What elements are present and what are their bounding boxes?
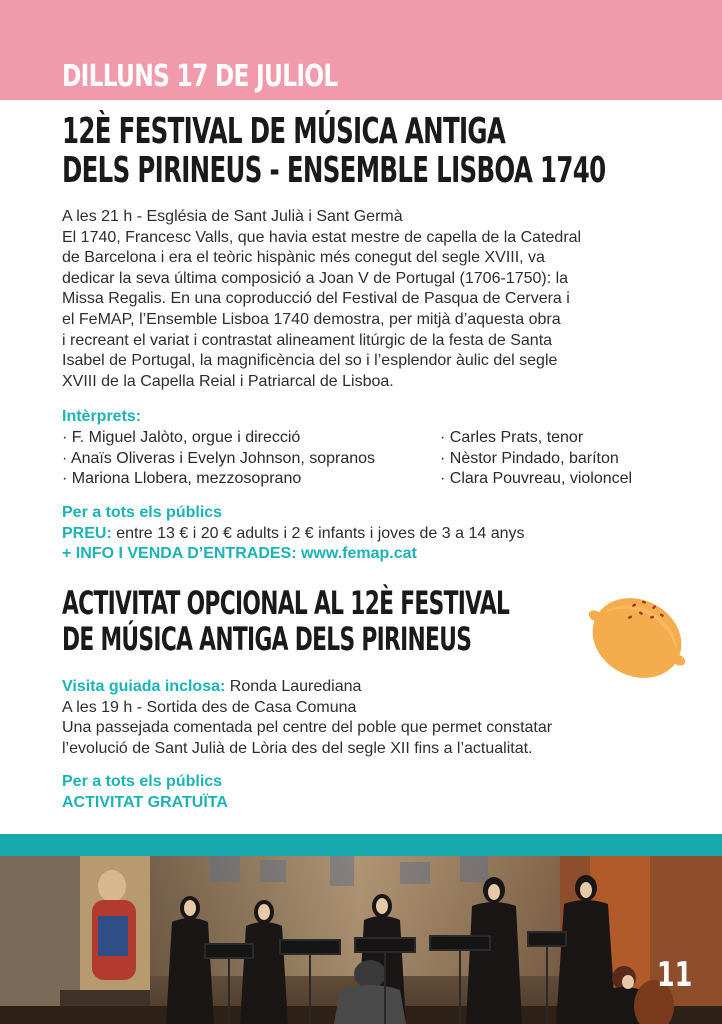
performer-item: · Nèstor Pindado, baríton <box>440 449 619 467</box>
activity-audience: Per a tots els públics <box>62 773 223 790</box>
ensemble-photo <box>0 856 722 1024</box>
price-label: PREU: <box>62 524 112 542</box>
tickets-info-link[interactable]: + INFO I VENDA D’ENTRADES: www.femap.cat <box>62 545 417 563</box>
performers-section <box>62 407 672 488</box>
description-line: El 1740, Francesc Valls, que havia estat mestre de capella de la Catedral <box>62 228 582 246</box>
description-line: de Barcelona i era el teòric hispànic més conegut del segle XVIII, va <box>62 249 545 267</box>
visit-name: Ronda Laurediana <box>225 678 362 695</box>
performer-item: · F. Miguel Jalòto, orgue i direcció <box>62 429 301 446</box>
activity-description-line: Una passejada comentada pel centre del poble que permet constatar <box>62 719 553 737</box>
event-time-place: A les 21 h - Església de Sant Julià i Sant Germà <box>62 208 403 225</box>
activity-title-line: DE MÚSICA ANTIGA DELS PIRINEUS <box>62 620 472 658</box>
church-concert-image <box>0 856 722 1024</box>
performers-list-right <box>440 428 680 490</box>
activity-free: ACTIVITAT GRATUÏTA <box>62 793 228 811</box>
teal-divider-bar <box>0 834 722 856</box>
event-description <box>62 207 660 392</box>
description-line: dedicar la seva última composició a Joan V de Portugal (1706-1750): la <box>62 269 569 287</box>
event-date: DILLUNS 17 DE JULIOL <box>62 59 338 94</box>
activity-title-line: ACTIVITAT OPCIONAL AL 12È FESTIVAL <box>62 584 510 622</box>
performers-label: Intèrprets: <box>62 408 142 425</box>
event-title-line: 12È FESTIVAL DE MÚSICA ANTIGA <box>62 111 506 152</box>
price-text: entre 13 € i 20 € adults i 2 € infants i joves de 3 a 14 anys <box>111 524 525 542</box>
event-audience: Per a tots els públics <box>62 504 223 521</box>
description-line: Isabel de Portugal, la magnificència del so i l’esplendor àulic del segle <box>62 352 558 370</box>
activity-details <box>62 677 660 759</box>
performer-item: · Mariona Llobera, mezzosoprano <box>62 470 302 488</box>
lemon-icon <box>584 586 690 690</box>
event-tickets <box>62 503 660 565</box>
activity-title <box>62 585 606 657</box>
activity-footer <box>62 772 660 813</box>
activity-time-place: A les 19 h - Sortida des de Casa Comuna <box>62 698 357 716</box>
description-line: i recreant el variat i contrastat alineament litúrgic de la festa de Santa <box>62 331 553 349</box>
performer-item: · Anaïs Oliveras i Evelyn Johnson, sopranos <box>62 449 376 467</box>
visit-label: Visita guiada inclosa: <box>62 678 226 695</box>
description-line: el FeMAP, l’Ensemble Lisboa 1740 demostra, per mitjà d’aquesta obra <box>62 310 561 328</box>
description-line: XVIII de la Capella Reial i Patriarcal de Lisboa. <box>62 372 394 390</box>
event-title-line: DELS PIRINEUS - ENSEMBLE LISBOA 1740 <box>62 150 606 191</box>
visit-info <box>62 677 660 698</box>
page-number: 11 <box>656 955 692 995</box>
description-line: Missa Regalis. En una coproducció del Festival de Pasqua de Cervera i <box>62 290 570 308</box>
performers-list-left <box>62 428 442 490</box>
event-price <box>62 524 660 545</box>
event-title <box>62 112 606 190</box>
performer-item: · Clara Pouvreau, violoncel <box>440 470 633 488</box>
performer-item: · Carles Prats, tenor <box>440 429 584 446</box>
activity-description-line: l’evolució de Sant Julià de Lòria des del segle XII fins a l’actualitat. <box>62 739 533 757</box>
